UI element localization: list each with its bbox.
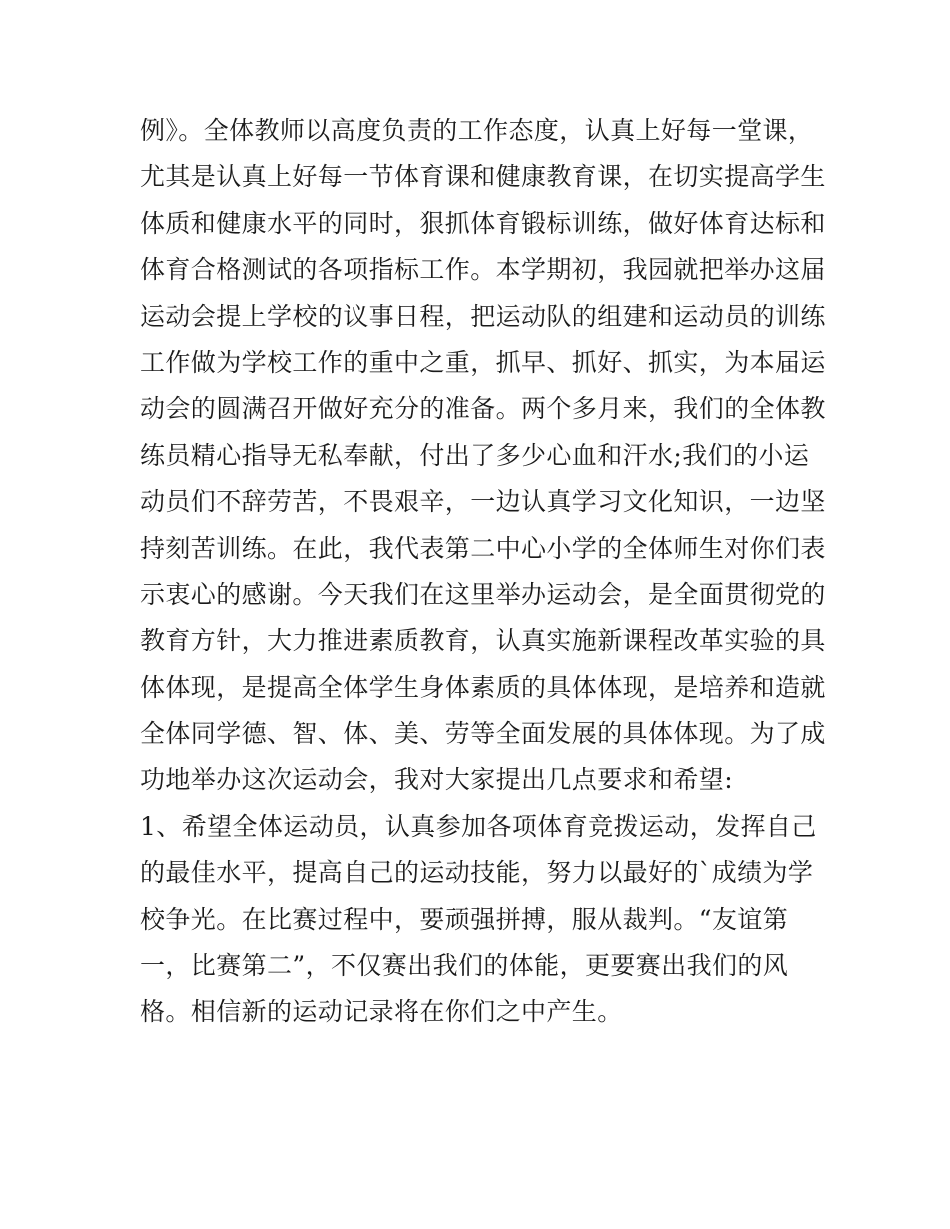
text-line: 练员精心指导无私奉献，付出了多少心血和汗水;我们的小运 <box>140 440 810 470</box>
text-line: 教育方针，大力推进素质教育，认真实施新课程改革实验的具 <box>140 626 826 656</box>
text-line: 一，比赛第二”，不仅赛出我们的体能，更要赛出我们的风 <box>140 951 789 981</box>
text-line: 体育合格测试的各项指标工作。本学期初，我园就把举办这届 <box>140 255 826 285</box>
text-line: 体体现，是提高全体学生身体素质的具体体现，是培养和造就 <box>140 672 826 702</box>
text-line: 例》。全体教师以高度负责的工作态度，认真上好每一堂课， <box>140 116 814 145</box>
text-line: 示衷心的感谢。今天我们在这里举办运动会，是全面贯彻党的 <box>140 579 826 609</box>
text-line: 1、希望全体运动员，认真参加各项体育竞拨运动，发挥自己 <box>140 811 817 841</box>
text-line: 尤其是认真上好每一节体育课和健康教育课，在切实提高学生 <box>140 162 826 192</box>
text-line: 动员们不辞劳苦，不畏艰辛，一边认真学习文化知识，一边坚 <box>140 487 826 517</box>
text-line: 体质和健康水平的同时，狠抓体育锻标训练，做好体育达标和 <box>140 208 826 238</box>
body-text <box>140 108 840 1036</box>
text-line: 持刻苦训练。在此，我代表第二中心小学的全体师生对你们表 <box>140 533 826 563</box>
text-line: 校争光。在比赛过程中，要顽强拼搏，服从裁判。“友谊第 <box>140 904 789 934</box>
text-line: 工作做为学校工作的重中之重，抓早、抓好、抓实，为本届运 <box>140 347 826 377</box>
text-line: 功地举办这次运动会，我对大家提出几点要求和希望: <box>140 765 734 795</box>
text-line: 格。相信新的运动记录将在你们之中产生。 <box>140 997 623 1027</box>
text-line: 的最佳水平，提高自己的运动技能，努力以最好的`成绩为学 <box>140 858 814 888</box>
text-line: 动会的圆满召开做好充分的准备。两个多月来，我们的全体教 <box>140 394 826 424</box>
text-line: 运动会提上学校的议事日程，把运动队的组建和运动员的训练 <box>140 301 826 331</box>
text-line: 全体同学德、智、体、美、劳等全面发展的具体体现。为了成 <box>140 719 826 749</box>
